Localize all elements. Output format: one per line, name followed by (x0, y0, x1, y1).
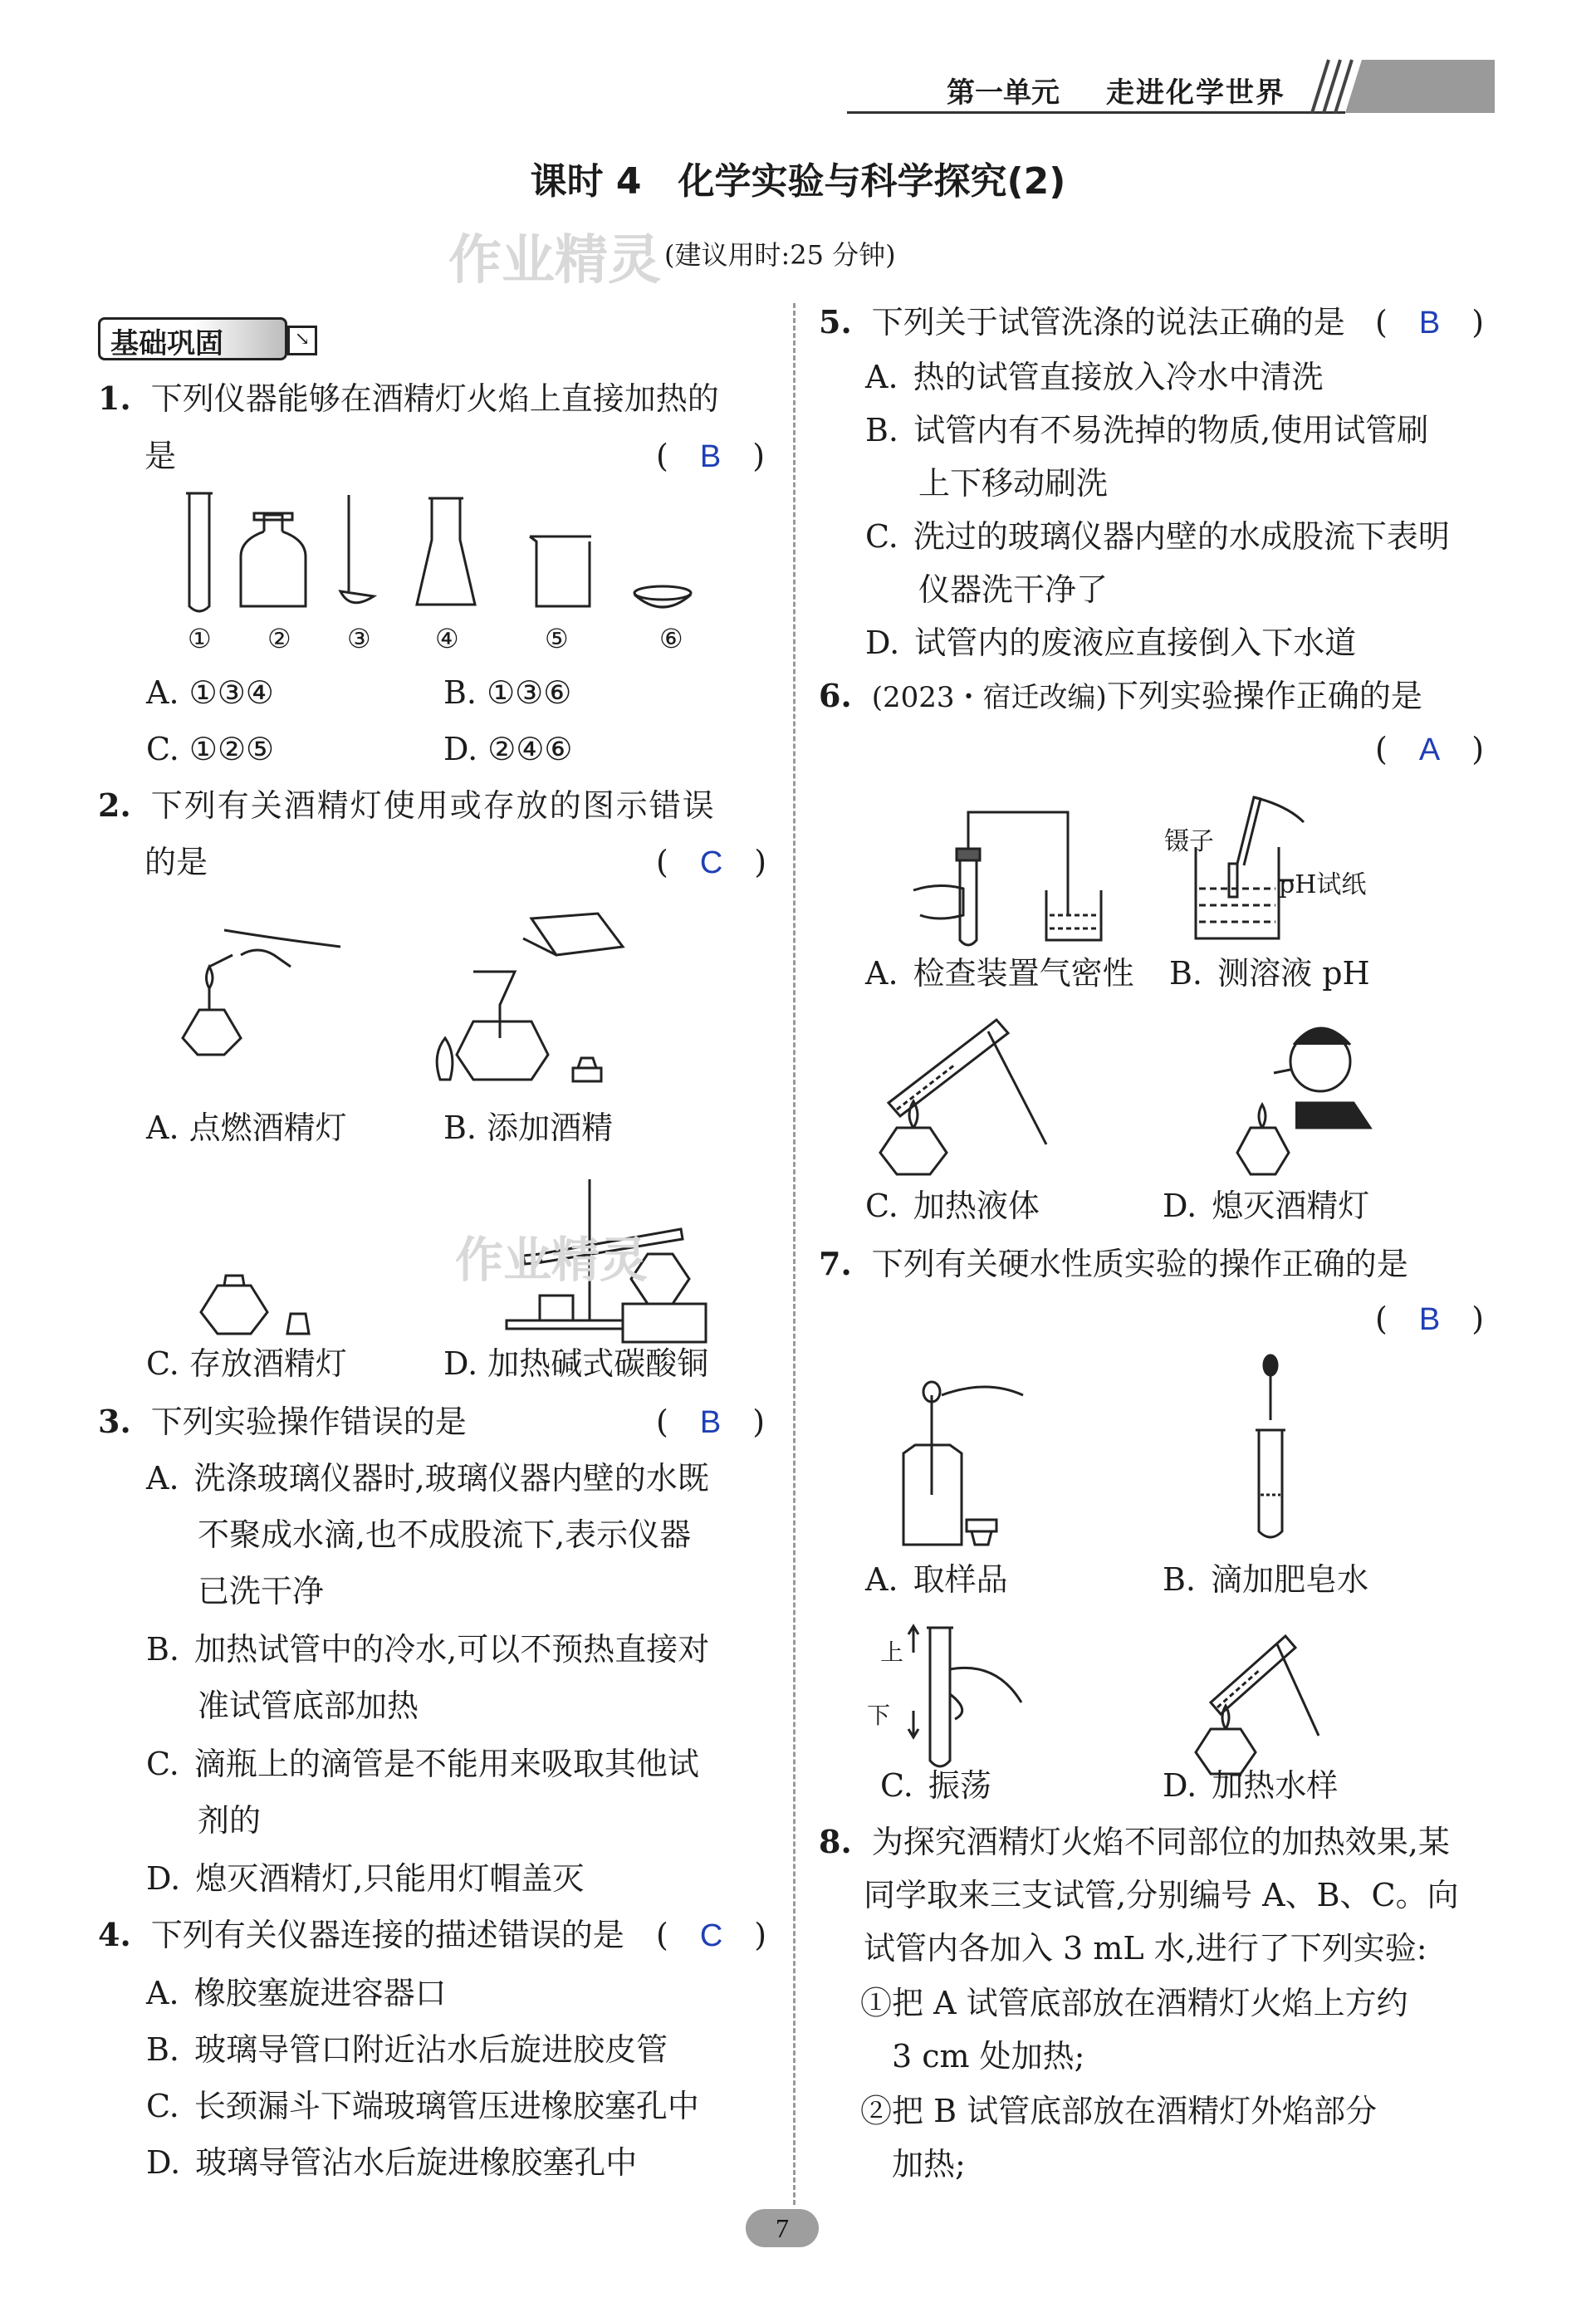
q7-label-down: 下 (867, 1702, 891, 1729)
q2-option-d: D. 加热碱式碳酸铜 (443, 1345, 709, 1382)
q8-stem: 8. 为探究酒精灯火焰不同部位的加热效果,某 (819, 1823, 1450, 1860)
q5-stem: 5. 下列关于试管洗涤的说法正确的是 (819, 303, 1345, 340)
q1-text: 下列仪器能够在酒精灯火焰上直接加热的 (150, 380, 719, 417)
q2-option-a: A. 点燃酒精灯 (146, 1110, 347, 1146)
lesson-title: 课时 4 化学实验与科学探究(2) (530, 160, 1066, 203)
beaker-icon (530, 536, 591, 606)
arrow-icon: ↘ (287, 326, 317, 355)
q2-figure-stored-lamp (196, 1254, 329, 1345)
page-number (746, 2209, 819, 2247)
q8-line2: 同学取来三支试管,分别编号 A、B、C。向 (864, 1877, 1459, 1913)
q3-answer: B (699, 1405, 722, 1440)
q4-option-d: D. 玻璃导管沾水后旋进橡胶塞孔中 (146, 2144, 638, 2181)
q6-stem: 6. (2023・宿迁改编)下列实验操作正确的是 (819, 677, 1422, 714)
q7-option-d: D. 加热水样 (1163, 1767, 1339, 1804)
q7-option-b: B. 滴加肥皂水 (1163, 1561, 1369, 1598)
header-unit: 第一单元 (947, 76, 1060, 110)
q6-option-c: C. 加热液体 (865, 1188, 1040, 1224)
q6-answer-paren: ( A ) (1375, 731, 1485, 767)
q1-figure-apparatus (166, 490, 797, 623)
q6-figure-airtightness-check (913, 799, 1113, 957)
q1-option-b: B. ①③⑥ (443, 674, 572, 711)
q7-figure-taking-sample (870, 1379, 1053, 1545)
q2-answer: C (699, 845, 723, 880)
q1-stem-line2: 是 (144, 438, 177, 474)
q3-stem: 3. 下列实验操作错误的是 (98, 1403, 467, 1440)
q2-option-c: C. 存放酒精灯 (146, 1345, 347, 1382)
watermark: 作业精灵 (448, 230, 661, 291)
q7-figure-shaking (880, 1619, 1046, 1786)
q3-option-a-line3: 已洗干净 (198, 1573, 325, 1609)
q5-answer-paren: ( B ) (1375, 304, 1485, 340)
watermark-figure: 作业精灵 (455, 1232, 649, 1288)
q3-option-b-line2: 准试管底部加热 (198, 1688, 419, 1724)
q4-option-a: A. 橡胶塞旋进容器口 (146, 1975, 447, 2011)
q1-stem (98, 380, 719, 417)
q3-option-c: C. 滴瓶上的滴管是不能用来吸取其他试 (146, 1746, 699, 1782)
q1-figure-label-2: ② (267, 623, 291, 654)
q7-option-c: C. 振荡 (880, 1767, 991, 1804)
q2-answer-paren: ( C ) (656, 844, 767, 880)
header-unit-title: 走进化学世界 (1106, 76, 1285, 110)
q5-option-d: D. 试管内的废液应直接倒入下水道 (865, 625, 1357, 661)
q8-step1: ①把 A 试管底部放在酒精灯火焰上方约 (860, 1985, 1408, 2021)
q6-label-ph-paper: pH试纸 (1279, 870, 1367, 899)
q2-stem-line2: 的是 (144, 844, 208, 880)
q1-option-a: A. ①③④ (146, 674, 274, 711)
q2-figure-adding-alcohol (432, 914, 648, 1096)
q5-option-c-line2: 仪器洗干净了 (918, 571, 1109, 608)
q6-label-tweezers: 镊子 (1164, 827, 1214, 856)
q1-figure-label-1: ① (188, 623, 212, 654)
q5-option-a: A. 热的试管直接放入冷水中清洗 (865, 359, 1324, 395)
q6-option-b: B. 测溶液 pH (1169, 955, 1370, 992)
q5-option-c: C. 洗过的玻璃仪器内壁的水成股流下表明 (865, 518, 1450, 555)
q1-figure-label-3: ③ (347, 623, 371, 654)
q7-figure-heating-water (1177, 1619, 1344, 1786)
q1-figure-label-4: ④ (435, 623, 459, 654)
q7-answer: B (1418, 1302, 1441, 1337)
test-tube-icon (186, 493, 213, 611)
q3-option-a: A. 洗涤玻璃仪器时,玻璃仪器内壁的水既 (146, 1460, 709, 1496)
q6-option-d: D. 熄灭酒精灯 (1163, 1188, 1370, 1224)
q3-option-d: D. 熄灭酒精灯,只能用灯帽盖灭 (146, 1860, 585, 1897)
q4-answer-paren: ( C ) (656, 1917, 767, 1953)
q1-figure-label-6: ⑥ (659, 623, 683, 654)
q5-option-b-line2: 上下移动刷洗 (918, 465, 1109, 502)
q2-option-b: B. 添加酒精 (443, 1110, 614, 1146)
q6-answer: A (1418, 732, 1441, 767)
page-number-label: 7 (776, 2213, 789, 2243)
q4-answer: C (699, 1918, 723, 1953)
q3-option-a-line2: 不聚成水滴,也不成股流下,表示仪器 (198, 1516, 692, 1553)
q7-answer-paren: ( B ) (1375, 1301, 1485, 1337)
section-badge (98, 317, 287, 360)
q6-figure-heating-liquid (864, 1012, 1063, 1178)
q3-option-b: B. 加热试管中的冷水,可以不预热直接对 (146, 1631, 710, 1668)
q8-step2: ②把 B 试管底部放在酒精灯外焰部分 (860, 2093, 1378, 2129)
q4-stem: 4. 下列有关仪器连接的描述错误的是 (98, 1916, 624, 1953)
q1-figure-label-5: ⑤ (545, 623, 569, 654)
evaporating-dish-icon (634, 586, 691, 607)
q1-number: 1. (98, 380, 131, 417)
q7-stem: 7. 下列有关硬水性质实验的操作正确的是 (819, 1245, 1408, 1282)
q3-option-c-line2: 剂的 (198, 1802, 262, 1839)
q1-option-c: C. ①②⑤ (146, 731, 275, 767)
q7-option-a: A. 取样品 (865, 1561, 1008, 1598)
q3-answer-paren: ( B ) (656, 1403, 766, 1440)
q4-option-b: B. 玻璃导管口附近沾水后旋进胶皮管 (146, 2031, 668, 2068)
q5-option-b: B. 试管内有不易洗掉的物质,使用试管刷 (865, 412, 1429, 448)
q1-answer: B (699, 439, 722, 474)
header (847, 58, 1478, 116)
q2-figure-lighting-lamp (158, 930, 357, 1096)
q6-option-a: A. 检查装置气密性 (865, 955, 1134, 992)
q8-step1-line2: 3 cm 处加热; (892, 2038, 1085, 2075)
q7-figure-adding-soap-water (1237, 1354, 1304, 1545)
medicine-spoon-icon (340, 495, 374, 603)
header-underline (847, 111, 1345, 114)
conical-flask-icon (417, 498, 475, 605)
q8-line3: 试管内各加入 3 mL 水,进行了下列实验: (864, 1930, 1427, 1967)
q8-step2-line2: 加热; (892, 2146, 966, 2182)
q5-answer: B (1418, 306, 1441, 340)
section-badge-label: 基础巩固 (110, 327, 223, 360)
q1-answer-paren: ( B ) (656, 438, 766, 474)
q2-stem: 2. 下列有关酒精灯使用或存放的图示错误 (98, 786, 716, 824)
wide-mouth-bottle-icon (241, 513, 306, 606)
q7-label-up: 上 (880, 1639, 904, 1666)
header-stripes-decoration (1312, 60, 1495, 115)
q1-option-d: D. ②④⑥ (443, 731, 573, 767)
suggested-time: (建议用时:25 分钟) (664, 239, 896, 271)
q6-figure-blowing-lamp (1204, 1012, 1387, 1178)
q4-option-c: C. 长颈漏斗下端玻璃管压进橡胶塞孔中 (146, 2088, 699, 2124)
